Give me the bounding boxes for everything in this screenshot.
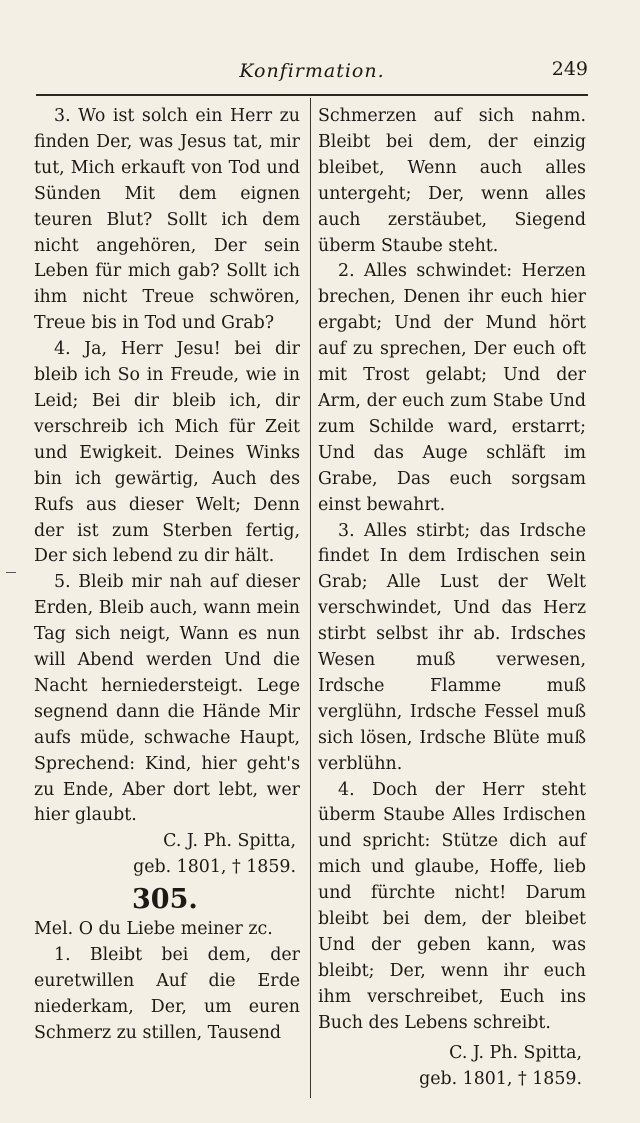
author-name: C. J. Ph. Spitta, [449,1042,582,1063]
author-signature [318,1041,586,1093]
verse-4: 4. Doch der Herr steht überm Staube Alles Irdischen und spricht: Stütze dich auf mich und glaube, Hoffe, lieb und fürchte nicht! Darum bleibt bei dem, der bleibet Und der geben kann, was bleibt; Der, wenn ihr euch ihm verschreibet, Euch ins Buch des Lebens schreibt. [318,779,586,1033]
right-column [318,104,586,1092]
author-dates: geb. 1801, † 1859. [419,1068,582,1089]
hymn-number: 305. [132,884,198,916]
margin-mark [6,572,16,573]
running-title: Konfirmation. [239,60,385,82]
verse-2: 2. Alles schwindet: Herzen brechen, Denen ihr euch hier ergabt; Und der Mund hört auf zu sprechen, Der euch oft mit Trost gelabt; Und der Arm, der euch zum Stabe Und zum Schilde ward, erstarrt; Und das Auge schläft im Grabe, Das euch sorgsam einst bewahrt. [318,261,586,515]
page-number: 249 [551,58,588,80]
melody-line: Mel. O du Liebe meiner zc. [34,919,273,940]
verse-3: 3. Alles stirbt; das Irdsche findet In dem Irdischen sein Grab; Alle Lust der Welt verschwindet, Und das Herz stirbt selbst ihr ab. Irdsches Wesen muß verwesen, Irdsche Flamme muß verglühn, Irdsche Fessel muß sich lösen, Irdsche Blüte muß verblühn. [318,520,586,774]
verse-3: 3. Wo ist solch ein Herr zu finden Der, was Jesus tat, mir tut, Mich erkauft von Tod und Sünden Mit dem eignen teuren Blut? Sollt ich dem nicht angehören, Der sein Leben für mich gab? Sollt ich ihm nicht Treue schwören, Treue bis in Tod und Grab? [34,106,300,334]
author-dates: geb. 1801, † 1859. [133,857,296,878]
page-header [36,58,588,96]
column-divider [310,98,311,1098]
verse-4: 4. Ja, Herr Jesu! bei dir bleib ich So in Freude, wie in Leid; Bei dir bleib ich, dir verschreib ich Mich für Zeit und Ewigkeit. Deines Winks bin ich gewärtig, Auch des Rufs aus dieser Welt; Denn der ist zum Sterben fertig, Der sich lebend zu dir hält. [34,339,300,567]
left-column [34,104,300,1047]
author-name: C. J. Ph. Spitta, [163,831,296,852]
verse-1-continued: Schmerzen auf sich nahm. Bleibt bei dem, der einzig bleibet, Wenn auch alles untergeht; Der, wenn alles auch zerstäubet, Siegend überm Staube steht. [318,106,586,256]
hymn-305-verse-1: 1. Bleibt bei dem, der euretwillen Auf die Erde niederkam, Der, um euren Schmerz zu stillen, Tausend [34,945,300,1043]
verse-5: 5. Bleib mir nah auf dieser Erden, Bleib auch, wann mein Tag sich neigt, Wann es nun will Abend werden Und die Nacht herniedersteigt. Lege segnend dann die Hände Mir aufs müde, schwache Haupt, Sprechend: Kind, hier geht's zu Ende, Aber dort lebt, wer hier glaubt. [34,572,300,826]
author-signature [34,829,300,881]
